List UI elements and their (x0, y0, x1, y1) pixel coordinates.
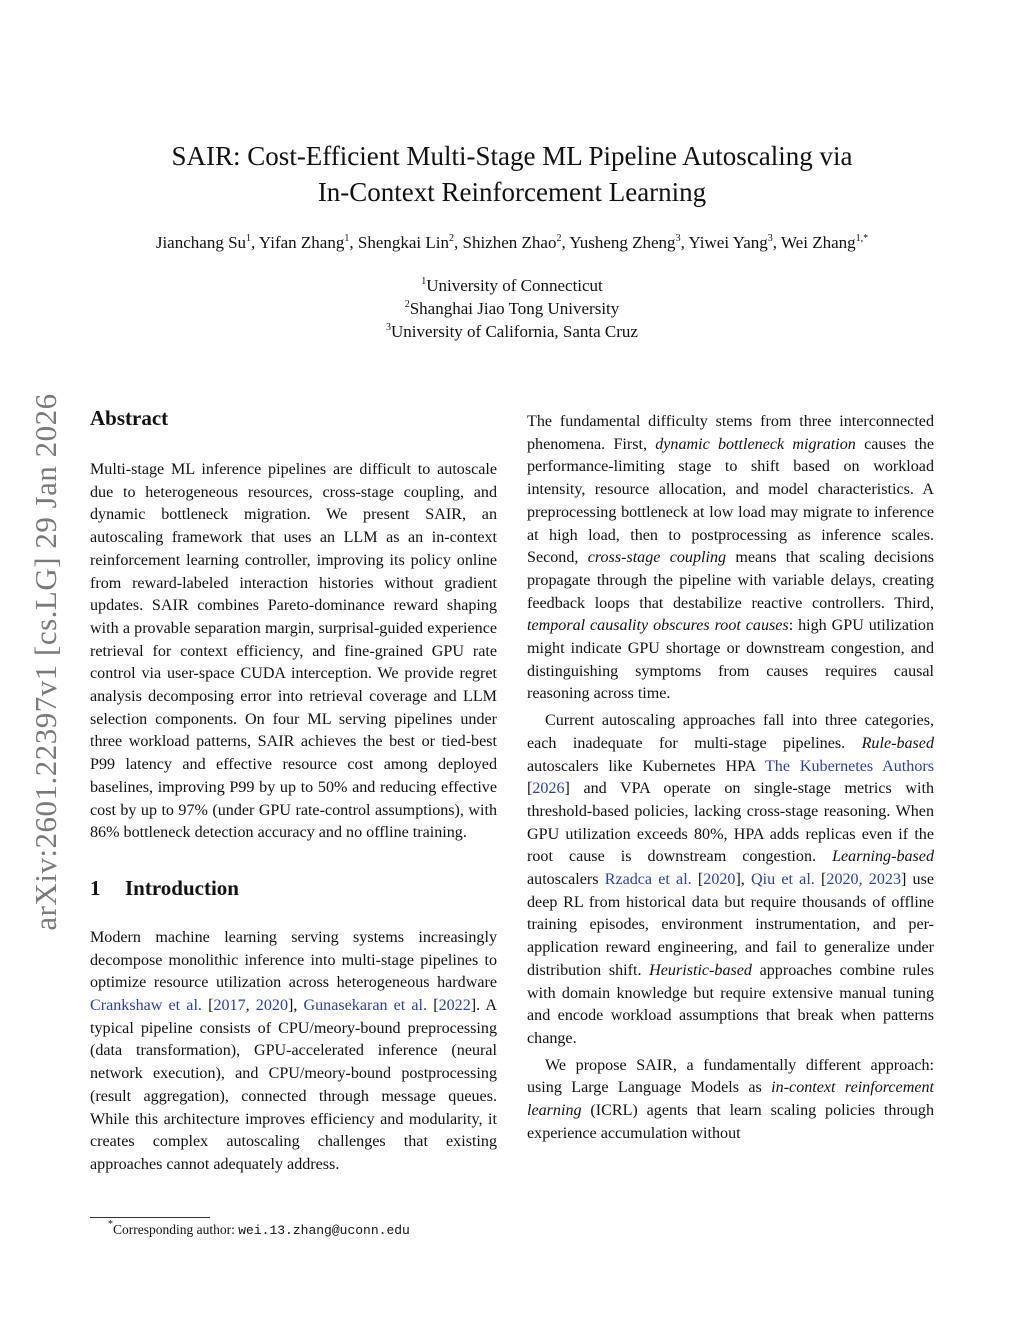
intro-paragraph-3: Current autoscaling approaches fall into three categories, each inadequate for multi-stage pipelines. Rule-based autoscalers like Kubernetes HPA The Kubernetes Authors [2026] and VPA operate on single-stage metrics with threshold-based policies, lacking cross-stage reasoning. When GPU utilization exceeds 80%, HPA adds replicas even if the root cause is downstream congestion. Learning-based autoscalers Rzadca et al. [2020], Qiu et al. [2020, 2023] use deep RL from historical data but require thousands of offline training episodes, environment instrumentation, and per-application reward engineering, and fail to generalize under distribution shift. Heuristic-based approaches combine rules with domain knowledge but require extensive manual tuning and encode workload assumptions that break when patterns change. (527, 712, 934, 1047)
author-email: wei.13.zhang@uconn.edu (238, 1223, 410, 1238)
citation-link[interactable]: Rzadca et al. (604, 871, 692, 889)
footnote-rule (90, 1217, 210, 1218)
citation-year-link[interactable]: 2022 (438, 997, 471, 1015)
affiliation-list (262, 274, 762, 343)
intro-paragraph-1: Modern machine learning serving systems increasingly decompose monolithic inference into multi-stage pipelines to optimize resource utilization across heterogeneous hardware Crankshaw et al. [2017, 2020], Gunasekaran et al. [2022]. A typical pipeline consists of CPU/meory-bound preprocessing (data transformation), GPU-accelerated inference (neural network execution), and CPU/meory-bound postprocessing (result aggregation), connected through message queues. While this architecture improves efficiency and modularity, it creates complex autoscaling challenges that existing approaches cannot adequately address. (90, 928, 498, 1173)
author: Jianchang Su$^1$ (155, 233, 252, 252)
left-column (90, 405, 497, 1177)
section-heading-introduction (90, 875, 497, 901)
citation-year-link[interactable]: 2026 (532, 780, 565, 798)
author: Yiwei Yang$^3$ (688, 233, 773, 252)
intro-paragraph-2: The fundamental difficulty stems from three interconnected phenomena. First, dynamic bottleneck migration causes the performance-limiting stage to shift based on workload intensity, resource allocation, and model characteristics. A preprocessing bottleneck at low load may migrate to inference at high load, then to postprocessing as inference scales. Second, cross-stage coupling means that scaling decisions propagate through the pipeline with variable delays, creating feedback loops that destabilize reactive controllers. Third, temporal causality obscures root causes: high GPU utilization might indicate GPU shortage or downstream congestion, and distinguishing symptoms from causes requires causal reasoning across time. (527, 413, 935, 703)
section-number: 1 (90, 875, 101, 900)
author: Yusheng Zheng$^3$ (569, 233, 681, 252)
abstract-body: Multi-stage ML inference pipelines are difficult to autoscale due to heterogeneous resources, cross-stage coupling, and dynamic bottleneck migration. We present SAIR, an autoscaling framework that uses an LLM as an in-context reinforcement learning controller, improving its policy online from reward-labeled interaction histories without gradient updates. SAIR combines Pareto-dominance reward shaping with a provable separation margin, surprisal-guided experience retrieval for context efficiency, and fine-grained GPU rate control via user-space CUDA interception. We provide regret analysis decomposing error into retrieval coverage and LLM selection components. On four ML serving pipelines under three workload patterns, SAIR achieves the best or tied-best P99 latency and effective resource cost among deployed baselines, improving P99 by up to 50% and reducing effective cost by up to 97% (under GPU rate-control assumptions), with 86% bottleneck detection accuracy and no offline training. (90, 461, 497, 842)
paper-title (112, 138, 912, 210)
section-title: Introduction (125, 875, 239, 900)
author: Shengkai Lin$^2$ (357, 233, 454, 252)
affiliation: $^1$University of Connecticut (421, 276, 603, 295)
citation-year-link[interactable]: 2020 (703, 871, 736, 889)
abstract-heading: Abstract (90, 406, 169, 430)
title-line-1: SAIR: Cost-Efficient Multi-Stage ML Pipeline Autoscaling via (171, 141, 853, 171)
footnote-corresponding-author: *Corresponding author: wei.13.zhang@uconn.edu (108, 1219, 410, 1238)
right-column (527, 411, 934, 1146)
author: Shizhen Zhao$^2$ (462, 233, 562, 252)
author: Wei Zhang$^{1,*}$ (781, 233, 869, 252)
author: Yifan Zhang$^1$ (258, 233, 350, 252)
citation-link[interactable]: Crankshaw et al. (90, 997, 202, 1015)
citation-link[interactable]: Qiu et al. (751, 871, 815, 889)
affiliation: $^3$University of California, Santa Cruz (386, 322, 638, 341)
citation-year-link[interactable]: 2017 (213, 997, 246, 1015)
arxiv-identifier: arXiv:2601.22397v1 [cs.LG] 29 Jan 2026 (28, 393, 63, 931)
affiliation: $^2$Shanghai Jiao Tong University (404, 299, 620, 318)
citation-link[interactable]: The Kubernetes Authors (764, 757, 934, 775)
author-list: Jianchang Su$^1$, Yifan Zhang$^1$, Shengkai Lin$^2$, Shizhen Zhao$^2$, Yusheng Zheng$^3$, Yiwei Yang$^3$, Wei Zhang$^{1,*}$ (155, 233, 869, 252)
citation-year-link[interactable]: 2020, 2023 (826, 871, 901, 889)
title-line-2: In-Context Reinforcement Learning (317, 177, 707, 207)
citation-link[interactable]: Gunasekaran et al. (303, 997, 428, 1015)
intro-paragraph-4: We propose SAIR, a fundamentally different approach: using Large Language Models as in-context reinforcement learning (ICRL) agents that learn scaling policies through experience accumulation without (527, 1056, 934, 1142)
citation-year-link[interactable]: 2020 (255, 997, 288, 1015)
